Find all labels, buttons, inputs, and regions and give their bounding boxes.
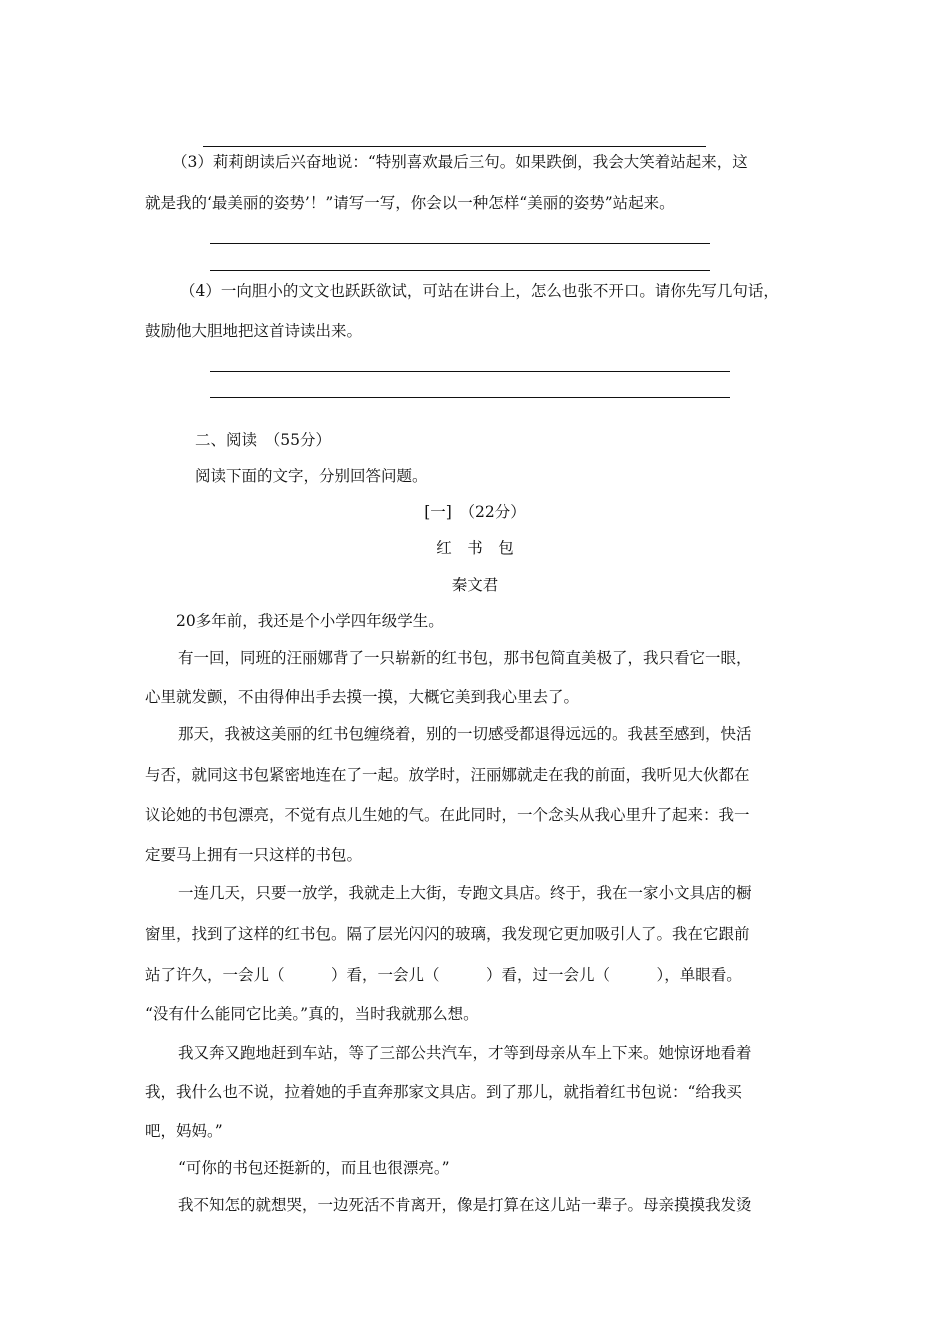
question-3-line-2: 就是我的‘最美丽的姿势’！”请写一写，你会以一种怎样“美丽的姿势”站起来。 <box>145 194 675 212</box>
passage-line: 心里就发颤，不由得伸出手去摸一摸，大概它美到我心里去了。 <box>145 688 580 706</box>
passage-line: 吧，妈妈。” <box>145 1122 223 1140</box>
passage-line: “没有什么能同它比美。”真的，当时我就那么想。 <box>145 1005 479 1023</box>
section-instruction: 阅读下面的文字，分别回答问题。 <box>195 467 428 485</box>
passage-author: 秦文君 <box>451 576 499 594</box>
answer-line <box>203 146 706 147</box>
passage-line: 议论她的书包漂亮，不觉有点儿生她的气。在此同时，一个念头从我心里升了起来：我一 <box>145 806 750 824</box>
question-3-line-1: （3）莉莉朗读后兴奋地说：“特别喜欢最后三句。如果跌倒，我会大笑着站起来，这 <box>172 153 748 171</box>
answer-line <box>210 270 710 271</box>
passage-line: 那天，我被这美丽的红书包缠绕着，别的一切感受都退得远远的。我甚至感到，快活 <box>178 725 752 743</box>
question-4-line-1: （4）一向胆小的文文也跃跃欲试，可站在讲台上，怎么也张不开口。请你先写几句话， <box>180 282 779 300</box>
passage-line: “可你的书包还挺新的，而且也很漂亮。” <box>178 1159 450 1177</box>
passage-line: 站了许久，一会儿（ ）看，一会儿（ ）看，过一会儿（ ），单眼看。 <box>145 966 742 984</box>
answer-line <box>210 243 710 244</box>
passage-line: 我不知怎的就想哭，一边死活不肯离开，像是打算在这儿站一辈子。母亲摸摸我发烫 <box>178 1196 752 1214</box>
passage-line: 我，我什么也不说，拉着她的手直奔那家文具店。到了那儿，就指着红书包说：“给我买 <box>145 1083 742 1101</box>
section-heading: 二、阅读 （55分） <box>195 431 331 449</box>
passage-line: 与否，就同这书包紧密地连在了一起。放学时，汪丽娜就走在我的前面，我听见大伙都在 <box>145 766 750 784</box>
passage-line: 20多年前，我还是个小学四年级学生。 <box>176 612 444 630</box>
passage-part-label: [一] （22分） <box>424 503 526 521</box>
answer-line <box>210 371 730 372</box>
passage-line: 我又奔又跑地赶到车站，等了三部公共汽车，才等到母亲从车上下来。她惊讶地看着 <box>178 1044 752 1062</box>
passage-title: 红 书 包 <box>436 539 514 557</box>
passage-line: 定要马上拥有一只这样的书包。 <box>145 846 363 864</box>
passage-line: 有一回，同班的汪丽娜背了一只崭新的红书包，那书包简直美极了，我只看它一眼， <box>178 649 752 667</box>
passage-line: 一连几天，只要一放学，我就走上大街，专跑文具店。终于，我在一家小文具店的橱 <box>178 884 752 902</box>
question-4-line-2: 鼓励他大胆地把这首诗读出来。 <box>145 322 363 340</box>
answer-line <box>210 397 730 398</box>
passage-line: 窗里，找到了这样的红书包。隔了层光闪闪的玻璃，我发现它更加吸引人了。我在它跟前 <box>145 925 750 943</box>
